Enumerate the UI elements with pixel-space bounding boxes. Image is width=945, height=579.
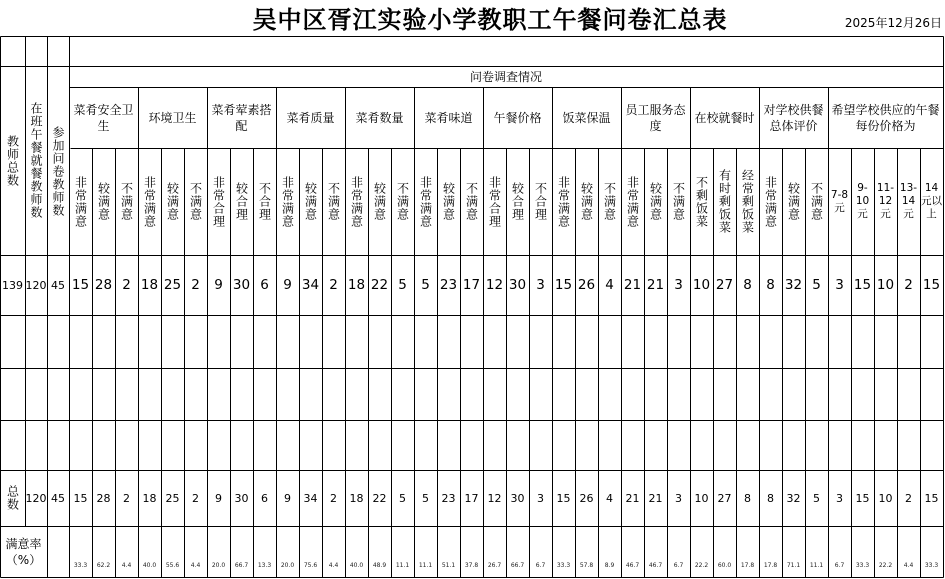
total-value: 26 xyxy=(579,491,594,505)
rate-value: 22.2 xyxy=(694,562,709,569)
total-value: 2 xyxy=(123,491,130,505)
data-value: 6 xyxy=(260,277,269,293)
total-value: 15 xyxy=(855,491,870,505)
group-header: 环境卫生 xyxy=(148,110,197,125)
sub-header: 有时剩饭菜 xyxy=(717,169,732,234)
data-value: 8 xyxy=(766,277,775,293)
rate-value: 11.1 xyxy=(809,562,824,569)
data-value: 2 xyxy=(904,277,913,293)
data-value: 3 xyxy=(674,277,683,293)
data-value: 18 xyxy=(140,277,159,293)
rate-value: 33.3 xyxy=(855,562,870,569)
total-value: 15 xyxy=(73,491,88,505)
data-value: 4 xyxy=(605,277,614,293)
sub-header: 非常满意 xyxy=(280,175,295,228)
price-sub-header: 11-12元 xyxy=(876,182,895,220)
data-value: 30 xyxy=(508,277,527,293)
data-value: 3 xyxy=(835,277,844,293)
rate-value: 8.9 xyxy=(604,562,615,569)
rate-value: 6.7 xyxy=(535,562,546,569)
total-label: 总数 xyxy=(5,485,20,511)
rate-value: 13.3 xyxy=(257,562,272,569)
sub-header: 较满意 xyxy=(96,182,111,221)
rate-value: 4.4 xyxy=(121,562,132,569)
data-value: 15 xyxy=(71,277,90,293)
total-value: 30 xyxy=(510,491,525,505)
data-value: 10 xyxy=(692,277,711,293)
total-value: 8 xyxy=(767,491,774,505)
sub-header: 较满意 xyxy=(372,182,387,221)
rate-value: 33.3 xyxy=(73,562,88,569)
data-value: 34 xyxy=(301,277,320,293)
data-value: 15 xyxy=(853,277,872,293)
rate-value: 60.0 xyxy=(717,562,732,569)
rate-value: 11.1 xyxy=(395,562,410,569)
sub-header: 不满意 xyxy=(395,182,410,221)
sub-header: 不满意 xyxy=(602,182,617,221)
sub-header: 非常满意 xyxy=(763,175,778,228)
rate-value: 46.7 xyxy=(648,562,663,569)
sub-header: 非常满意 xyxy=(418,175,433,228)
data-value: 5 xyxy=(812,277,821,293)
data-value: 2 xyxy=(191,277,200,293)
sub-header: 不满意 xyxy=(119,182,134,221)
total-value: 17 xyxy=(464,491,479,505)
sub-header: 不满意 xyxy=(326,182,341,221)
total-value: 18 xyxy=(142,491,157,505)
sub-header: 经常剩饭菜 xyxy=(740,169,755,234)
total-value: 120 xyxy=(25,491,47,505)
total-value: 9 xyxy=(284,491,291,505)
data-value: 30 xyxy=(232,277,251,293)
group-header: 对学校供餐总体评价 xyxy=(763,102,824,133)
total-value: 22 xyxy=(372,491,387,505)
group-header: 员工服务态度 xyxy=(625,102,686,133)
data-value: 18 xyxy=(347,277,366,293)
data-value: 28 xyxy=(94,277,113,293)
total-value: 18 xyxy=(349,491,364,505)
data-value: 5 xyxy=(398,277,407,293)
total-value: 32 xyxy=(786,491,801,505)
data-value: 2 xyxy=(329,277,338,293)
group-header: 菜肴味道 xyxy=(424,110,473,125)
rate-value: 55.6 xyxy=(165,562,180,569)
sub-header: 非常满意 xyxy=(142,175,157,228)
price-group-header: 希望学校供应的午餐每份价格为 xyxy=(831,102,940,133)
sub-header: 非常满意 xyxy=(73,175,88,228)
page-title: 吴中区胥江实验小学教职工午餐问卷汇总表 xyxy=(252,5,728,34)
data-value: 12 xyxy=(485,277,504,293)
data-value: 22 xyxy=(370,277,389,293)
data-value: 3 xyxy=(536,277,545,293)
total-value: 2 xyxy=(905,491,912,505)
rate-value: 4.4 xyxy=(328,562,339,569)
group-header: 在校就餐时 xyxy=(694,110,755,125)
sub-header: 较满意 xyxy=(303,182,318,221)
data-value: 21 xyxy=(623,277,642,293)
data-value: 10 xyxy=(876,277,895,293)
data-value: 23 xyxy=(439,277,458,293)
group-header: 菜肴安全卫生 xyxy=(73,102,134,133)
data-value: 8 xyxy=(743,277,752,293)
rate-value: 40.0 xyxy=(349,562,364,569)
rate-value: 57.8 xyxy=(579,562,594,569)
total-value: 9 xyxy=(215,491,222,505)
total-value: 3 xyxy=(836,491,843,505)
total-value: 6 xyxy=(261,491,268,505)
rate-value: 71.1 xyxy=(786,562,801,569)
total-value: 3 xyxy=(675,491,682,505)
sub-header: 较满意 xyxy=(786,182,801,221)
price-sub-header: 7-8元 xyxy=(830,188,849,214)
sub-header: 不满意 xyxy=(809,182,824,221)
total-value: 27 xyxy=(717,491,732,505)
total-value: 23 xyxy=(441,491,456,505)
rate-value: 37.8 xyxy=(464,562,479,569)
sub-header: 非常合理 xyxy=(487,175,502,228)
total-value: 5 xyxy=(399,491,406,505)
sub-header: 非常满意 xyxy=(556,175,571,228)
data-value: 26 xyxy=(577,277,596,293)
total-value: 10 xyxy=(694,491,709,505)
rate-value: 33.3 xyxy=(556,562,571,569)
sub-header: 非常合理 xyxy=(211,175,226,228)
price-sub-header: 14元以上 xyxy=(921,182,942,220)
participants-header: 参加问卷教师数 xyxy=(51,125,65,217)
total-value: 2 xyxy=(192,491,199,505)
rate-value: 46.7 xyxy=(625,562,640,569)
price-sub-header: 13-14元 xyxy=(899,182,918,220)
total-value: 8 xyxy=(744,491,751,505)
group-header: 菜肴荤素搭配 xyxy=(211,102,272,133)
lunch-teachers-header: 在班午餐就餐教师数 xyxy=(29,102,43,219)
total-value: 4 xyxy=(606,491,613,505)
rate-value: 40.0 xyxy=(142,562,157,569)
rate-value: 62.2 xyxy=(96,562,111,569)
survey-section-header: 问卷调查情况 xyxy=(469,69,542,84)
rate-value: 11.1 xyxy=(418,562,433,569)
sub-header: 较满意 xyxy=(165,182,180,221)
sub-header: 较合理 xyxy=(510,182,525,221)
data-value: 120 xyxy=(25,278,47,292)
data-value: 25 xyxy=(163,277,182,293)
sub-header: 不满意 xyxy=(188,182,203,221)
rate-value: 75.6 xyxy=(303,562,318,569)
group-header: 午餐价格 xyxy=(493,110,542,125)
report-date: 2025年12月26日 xyxy=(844,16,942,30)
sub-header: 不合理 xyxy=(257,182,272,221)
rate-value: 4.4 xyxy=(903,562,914,569)
total-value: 25 xyxy=(165,491,180,505)
total-value: 21 xyxy=(648,491,663,505)
data-value: 27 xyxy=(715,277,734,293)
data-value: 15 xyxy=(922,277,941,293)
rate-label: 满意率（%） xyxy=(5,536,42,567)
price-sub-header: 9-10元 xyxy=(855,182,870,220)
total-value: 10 xyxy=(878,491,893,505)
rate-value: 66.7 xyxy=(234,562,249,569)
group-header: 饭菜保温 xyxy=(562,110,611,125)
sub-header: 不剩饭菜 xyxy=(694,175,709,228)
total-value: 45 xyxy=(51,491,65,505)
total-value: 15 xyxy=(924,491,939,505)
teachers-total-header: 教师总数 xyxy=(5,134,20,187)
sub-header: 不满意 xyxy=(464,182,479,221)
total-value: 21 xyxy=(625,491,640,505)
rate-value: 17.8 xyxy=(740,562,755,569)
rate-value: 17.8 xyxy=(763,562,778,569)
rate-value: 66.7 xyxy=(510,562,525,569)
data-value: 32 xyxy=(784,277,803,293)
total-value: 2 xyxy=(330,491,337,505)
group-header: 菜肴数量 xyxy=(355,110,404,125)
rate-value: 20.0 xyxy=(211,562,226,569)
rate-value: 6.7 xyxy=(673,562,684,569)
data-value: 17 xyxy=(462,277,481,293)
rate-value: 48.9 xyxy=(372,562,387,569)
group-header: 菜肴质量 xyxy=(286,110,335,125)
rate-value: 4.4 xyxy=(190,562,201,569)
total-value: 34 xyxy=(303,491,318,505)
total-value: 30 xyxy=(234,491,249,505)
sub-header: 较合理 xyxy=(234,182,249,221)
rate-value: 51.1 xyxy=(441,562,456,569)
total-value: 12 xyxy=(487,491,502,505)
sub-header: 较满意 xyxy=(579,182,594,221)
data-value: 9 xyxy=(214,277,223,293)
total-value: 5 xyxy=(813,491,820,505)
sub-header: 不满意 xyxy=(671,182,686,221)
total-value: 15 xyxy=(556,491,571,505)
data-value: 5 xyxy=(421,277,430,293)
rate-value: 22.2 xyxy=(878,562,893,569)
rate-value: 33.3 xyxy=(924,562,939,569)
rate-value: 6.7 xyxy=(834,562,845,569)
data-value: 45 xyxy=(51,278,65,292)
total-value: 5 xyxy=(422,491,429,505)
data-value: 21 xyxy=(646,277,665,293)
rate-value: 26.7 xyxy=(487,562,502,569)
sub-header: 不合理 xyxy=(533,182,548,221)
sub-header: 较满意 xyxy=(648,182,663,221)
sub-header: 非常满意 xyxy=(625,175,640,228)
data-value: 2 xyxy=(122,277,131,293)
data-value: 139 xyxy=(2,278,23,292)
sub-header: 非常满意 xyxy=(349,175,364,228)
sub-header: 较满意 xyxy=(441,182,456,221)
rate-value: 20.0 xyxy=(280,562,295,569)
data-value: 15 xyxy=(554,277,573,293)
data-value: 9 xyxy=(283,277,292,293)
total-value: 28 xyxy=(96,491,111,505)
total-value: 3 xyxy=(537,491,544,505)
